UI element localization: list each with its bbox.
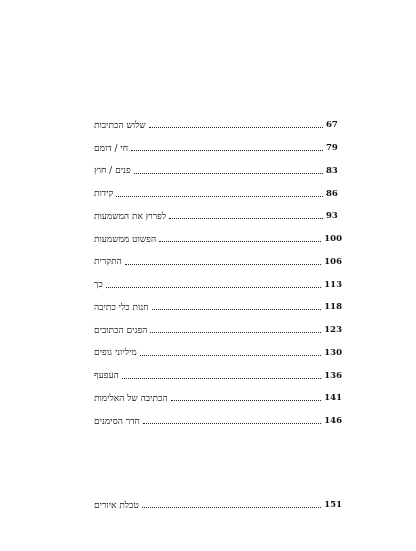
toc-entry-page: 123 [324, 325, 342, 336]
toc-entry [92, 251, 342, 274]
toc-entry [92, 296, 342, 319]
toc-entry-title: חי / דומם [94, 143, 129, 154]
leader-dots [150, 331, 321, 333]
toc-entry [92, 160, 342, 183]
toc-entry [92, 494, 342, 517]
toc-entry-title: חדר הסימנים [94, 416, 140, 427]
toc-entry-title: לפרוץ את המשמעות [94, 211, 167, 222]
leader-dots [116, 195, 323, 197]
toc-entry-page: 141 [324, 393, 342, 404]
toc-entry [92, 114, 342, 137]
toc-entry [92, 228, 342, 251]
list-of-illustrations-entry [92, 494, 342, 517]
leader-dots [140, 354, 322, 356]
leader-dots [143, 422, 321, 424]
leader-dots [134, 172, 323, 174]
toc-entry-title: שלוש הכתיבות [94, 120, 146, 131]
toc-entry-page: 118 [324, 302, 342, 313]
toc-entry-title: העפעף [94, 371, 119, 382]
toc-entry-page: 79 [326, 143, 338, 154]
toc-entry-page: 100 [324, 234, 342, 245]
toc-entry-title: קידות [94, 189, 114, 200]
toc-entry [92, 319, 342, 342]
toc-entry-page: 146 [324, 416, 342, 427]
toc-entry [92, 342, 342, 365]
toc-entry-page: 67 [326, 120, 338, 131]
leader-dots [169, 217, 323, 219]
toc-entry-page: 83 [326, 165, 338, 176]
leader-dots [171, 399, 322, 401]
toc-entry-title: התקרית [94, 257, 122, 268]
toc-entry-title: פנים / חוץ [94, 166, 131, 177]
toc-entry [92, 410, 342, 433]
toc-entry [92, 137, 342, 160]
toc-entry [92, 273, 342, 296]
toc-entry-title: הכתיבה של האלימות [94, 393, 168, 404]
toc-entry-title: חנות כלי כתיבה [94, 302, 149, 313]
toc-entry-page: 130 [324, 347, 342, 358]
leader-dots [149, 126, 323, 128]
toc-entry-page: 106 [324, 256, 342, 267]
toc-entry-page: 136 [324, 370, 342, 381]
toc-entry [92, 364, 342, 387]
toc-entry-title: הפשוט ממשמעות [94, 234, 157, 245]
leader-dots [152, 308, 322, 310]
toc-entry-page: 86 [326, 188, 338, 199]
toc-entry-page: 93 [326, 211, 338, 222]
toc-entry [92, 205, 342, 228]
toc-entry-title: הפנים הכתובים [94, 325, 148, 336]
leader-dots [125, 263, 321, 265]
toc-entry-title: מיליוני גופים [94, 348, 137, 359]
toc-entry-page: 151 [324, 500, 342, 511]
toc-entry [92, 182, 342, 205]
toc-entry [92, 387, 342, 410]
leader-dots [106, 286, 321, 288]
table-of-contents [92, 114, 342, 433]
toc-entry-page: 113 [324, 279, 342, 290]
toc-entry-title: טבלת איורים [94, 500, 139, 511]
leader-dots [142, 506, 321, 508]
leader-dots [122, 377, 322, 379]
toc-entry-title: כך [94, 280, 103, 291]
leader-dots [159, 240, 321, 242]
leader-dots [131, 149, 323, 151]
